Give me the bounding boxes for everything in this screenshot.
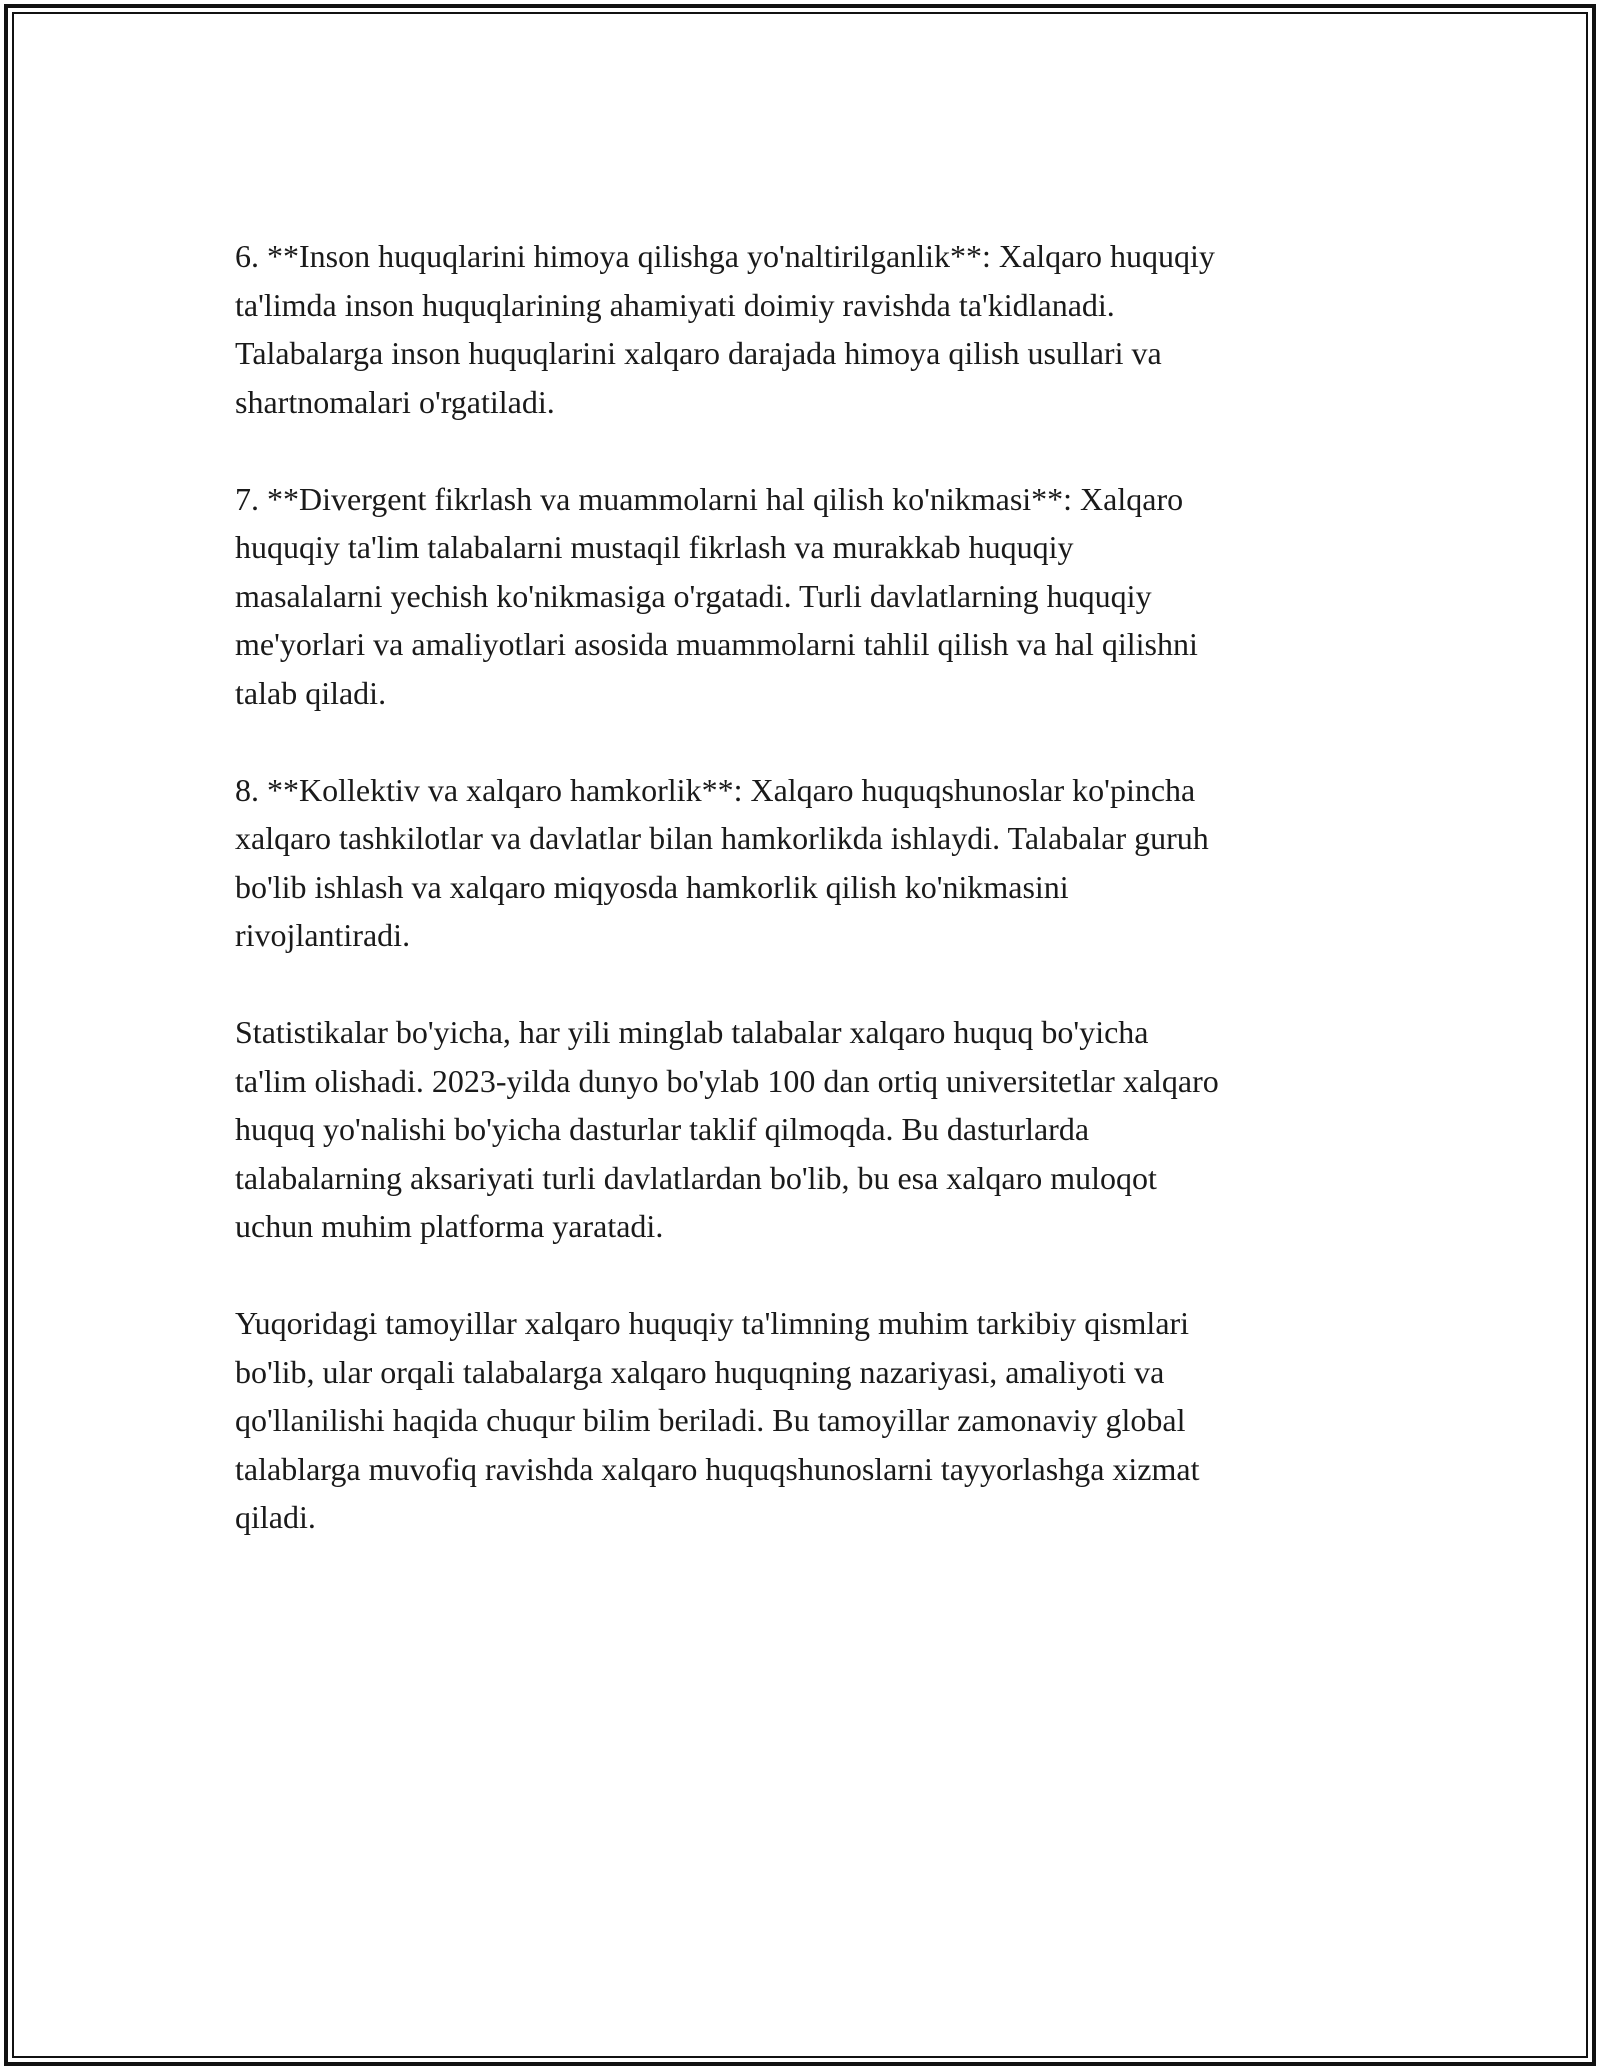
text-line: me'yorlari va amaliyotlari asosida muammolarni tahlil qilish va hal qilishni bbox=[235, 626, 1198, 662]
text-line: shartnomalari o'rgatiladi. bbox=[235, 383, 555, 420]
text-line: Yuqoridagi tamoyillar xalqaro huquqiy ta'limning muhim tarkibiy qismlari bbox=[235, 1305, 1190, 1341]
text-line: qiladi. bbox=[235, 1499, 316, 1535]
text-line: huquq yo'nalishi bo'yicha dasturlar taklif qilmoqda. Bu dasturlarda bbox=[235, 1111, 1090, 1147]
text-line: huquqiy ta'lim talabalarni mustaqil fikrlash va murakkab huquqiy bbox=[235, 529, 1074, 565]
text-line: Talabalarga inson huquqlarini xalqaro darajada himoya qilish usullari va bbox=[235, 335, 1162, 371]
paragraph-statistics bbox=[235, 1008, 1375, 1251]
paragraph-item-8 bbox=[235, 766, 1375, 960]
text-line: bo'lib ishlash va xalqaro miqyosda hamkorlik qilish ko'nikmasini bbox=[235, 868, 1069, 905]
text-line: talabalarning aksariyati turli davlatlardan bo'lib, bu esa xalqaro muloqot bbox=[235, 1159, 1157, 1196]
text-line: Statistikalar bo'yicha, har yili minglab talabalar xalqaro huquq bo'yicha bbox=[235, 1014, 1149, 1050]
text-line: 6. **Inson huquqlarini himoya qilishga yo'naltirilganlik**: Xalqaro huquqiy bbox=[235, 238, 1215, 274]
paragraph-conclusion bbox=[235, 1299, 1375, 1542]
paragraph-item-7 bbox=[235, 475, 1375, 718]
text-line: uchun muhim platforma yaratadi. bbox=[235, 1208, 664, 1244]
paragraph-item-6 bbox=[235, 232, 1375, 426]
document-body bbox=[235, 232, 1375, 1590]
text-line: talablarga muvofiq ravishda xalqaro huquqshunoslarni tayyorlashga xizmat bbox=[235, 1450, 1200, 1487]
text-line: rivojlantiradi. bbox=[235, 917, 411, 953]
text-line: qo'llanilishi haqida chuqur bilim beriladi. Bu tamoyillar zamonaviy global bbox=[235, 1402, 1186, 1438]
text-line: 7. **Divergent fikrlash va muammolarni hal qilish ko'nikmasi**: Xalqaro bbox=[235, 480, 1184, 517]
text-line: talab qiladi. bbox=[235, 674, 387, 711]
text-line: masalalarni yechish ko'nikmasiga o'rgatadi. Turli davlatlarning huquqiy bbox=[235, 577, 1152, 614]
text-line: bo'lib, ular orqali talabalarga xalqaro huquqning nazariyasi, amaliyoti va bbox=[235, 1353, 1165, 1390]
text-line: 8. **Kollektiv va xalqaro hamkorlik**: Xalqaro huquqshunoslar ko'pincha bbox=[235, 771, 1196, 808]
text-line: ta'limda inson huquqlarining ahamiyati doimiy ravishda ta'kidlanadi. bbox=[235, 286, 1115, 323]
text-line: ta'lim olishadi. 2023-yilda dunyo bo'ylab 100 dan ortiq universitetlar xalqaro bbox=[235, 1062, 1219, 1099]
text-line: xalqaro tashkilotlar va davlatlar bilan hamkorlikda ishlaydi. Talabalar guruh bbox=[235, 820, 1209, 856]
